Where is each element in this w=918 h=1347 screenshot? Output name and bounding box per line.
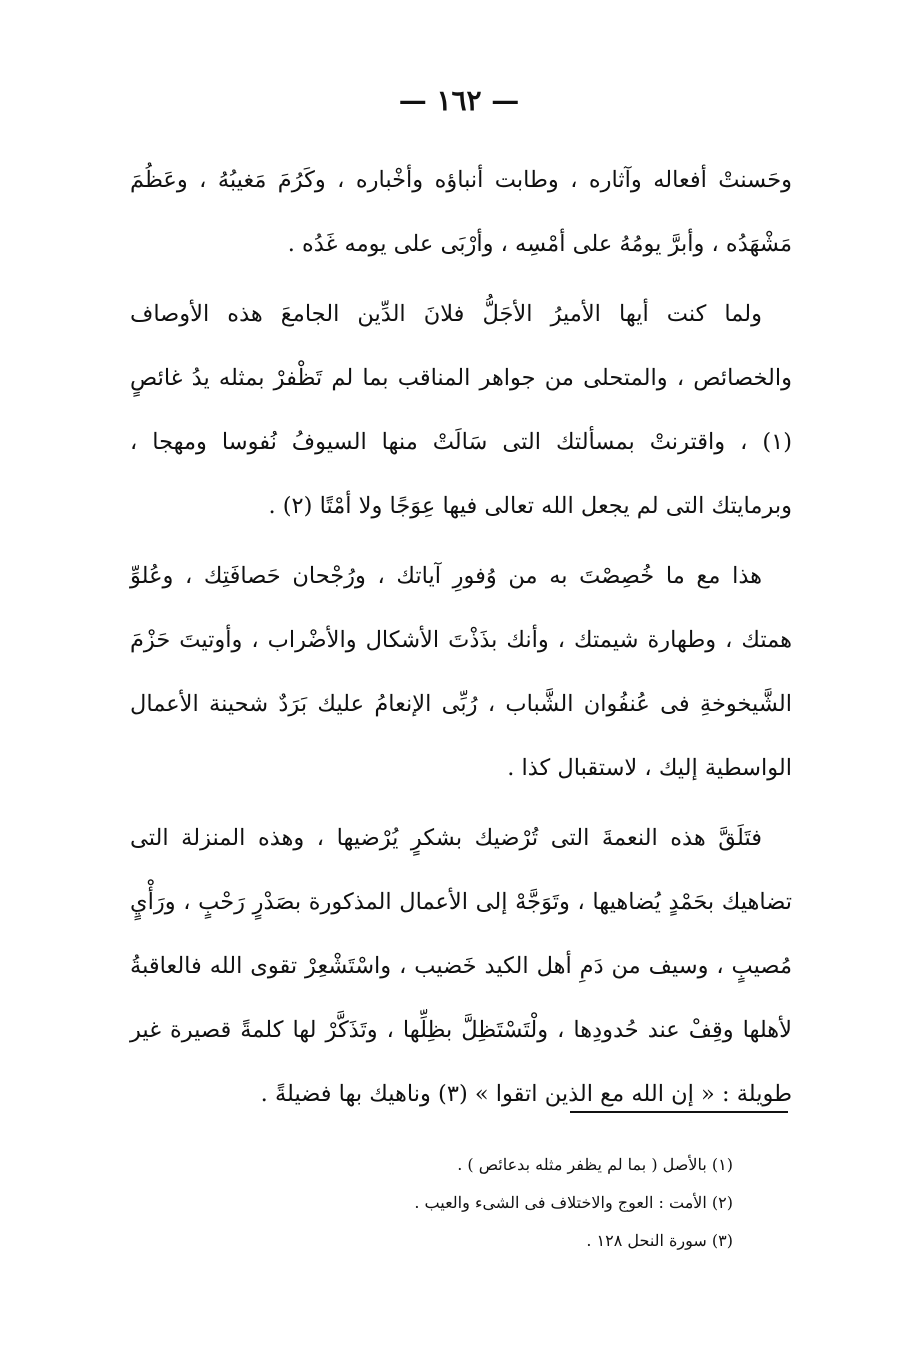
- paragraph-4: فتَلَقَّ هذه النعمةَ التى تُرْضيك بشكرٍ يُرْضيها ، وهذه المنزلة التى تضاهيك بحَمْدٍ يُضاهيها ، وتَوَجَّهْ إلى الأعمال المذكورة بصَدْرٍ رَحْبٍ ، ورَأْيٍ مُصيبٍ ، وسيف من دَمِ أهل الكيد خَضيب ، واسْتَشْعِرْ تقوى الله فالعاقبةُ لأهلها وقِفْ عند حُدودِها ، ولْتَسْتَظِلَّ بظِلِّها ، وتَذَكَّرْ لها كلمةً قصيرة غير طويلة : « إن الله مع الذين اتقوا » (٣) وناهيك بها فضيلةً .: [130, 825, 792, 1107]
- footnote-2: (٢) الأمت : العوج والاختلاف فى الشىء والعيب .: [414, 1193, 733, 1212]
- footnote-1: (١) بالأصل ( بما لم يظفر مثله بدعائص ) .: [457, 1155, 733, 1174]
- paragraph-1: وحَسنتْ أفعاله وآثاره ، وطابت أنباؤه وأخْباره ، وكَرُمَ مَغيبُهُ ، وعَظُمَ مَشْهَدُه ، وأبرَّ يومُهُ على أمْسِه ، وأرْبَى على يومه غَدُه .: [130, 167, 792, 257]
- page-number: — ١٦٢ —: [398, 84, 520, 117]
- paragraph-3: هذا مع ما خُصِصْتَ به من وُفورِ آياتك ، ورُجْحان حَصافَتِك ، وعُلوِّ همتك ، وطهارة شيمتك ، وأنك بذَذْتَ الأشكال والأضْراب ، وأوتيتَ حَزْمَ الشَّيخوخةِ فى عُنفُوان الشَّباب ، رُبِّى الإنعامُ عليك بَرَدٌ شحينة الأعمال الواسطية إليك ، لاستقبال كذا .: [130, 563, 792, 781]
- footnotes: [213, 1146, 733, 1260]
- body-text: [130, 148, 792, 1132]
- paragraph-2: ولما كنت أيها الأميرُ الأجَلُّ فلانَ الدِّين الجامعَ هذه الأوصاف والخصائص ، والمتحلى من جواهر المناقب بما لم تَظْفرْ بمثله يدُ غائصٍ (١) ، واقترنتْ بمسألتك التى سَالَتْ منها السيوفُ نُفوسا ومهجا ، وبرمايتك التى لم يجعل الله تعالى فيها عِوَجًا ولا أمْتًا (٢) .: [130, 301, 792, 519]
- footnote-3: (٣) سورة النحل ١٢٨ .: [586, 1231, 733, 1250]
- footnote-divider: [570, 1111, 788, 1113]
